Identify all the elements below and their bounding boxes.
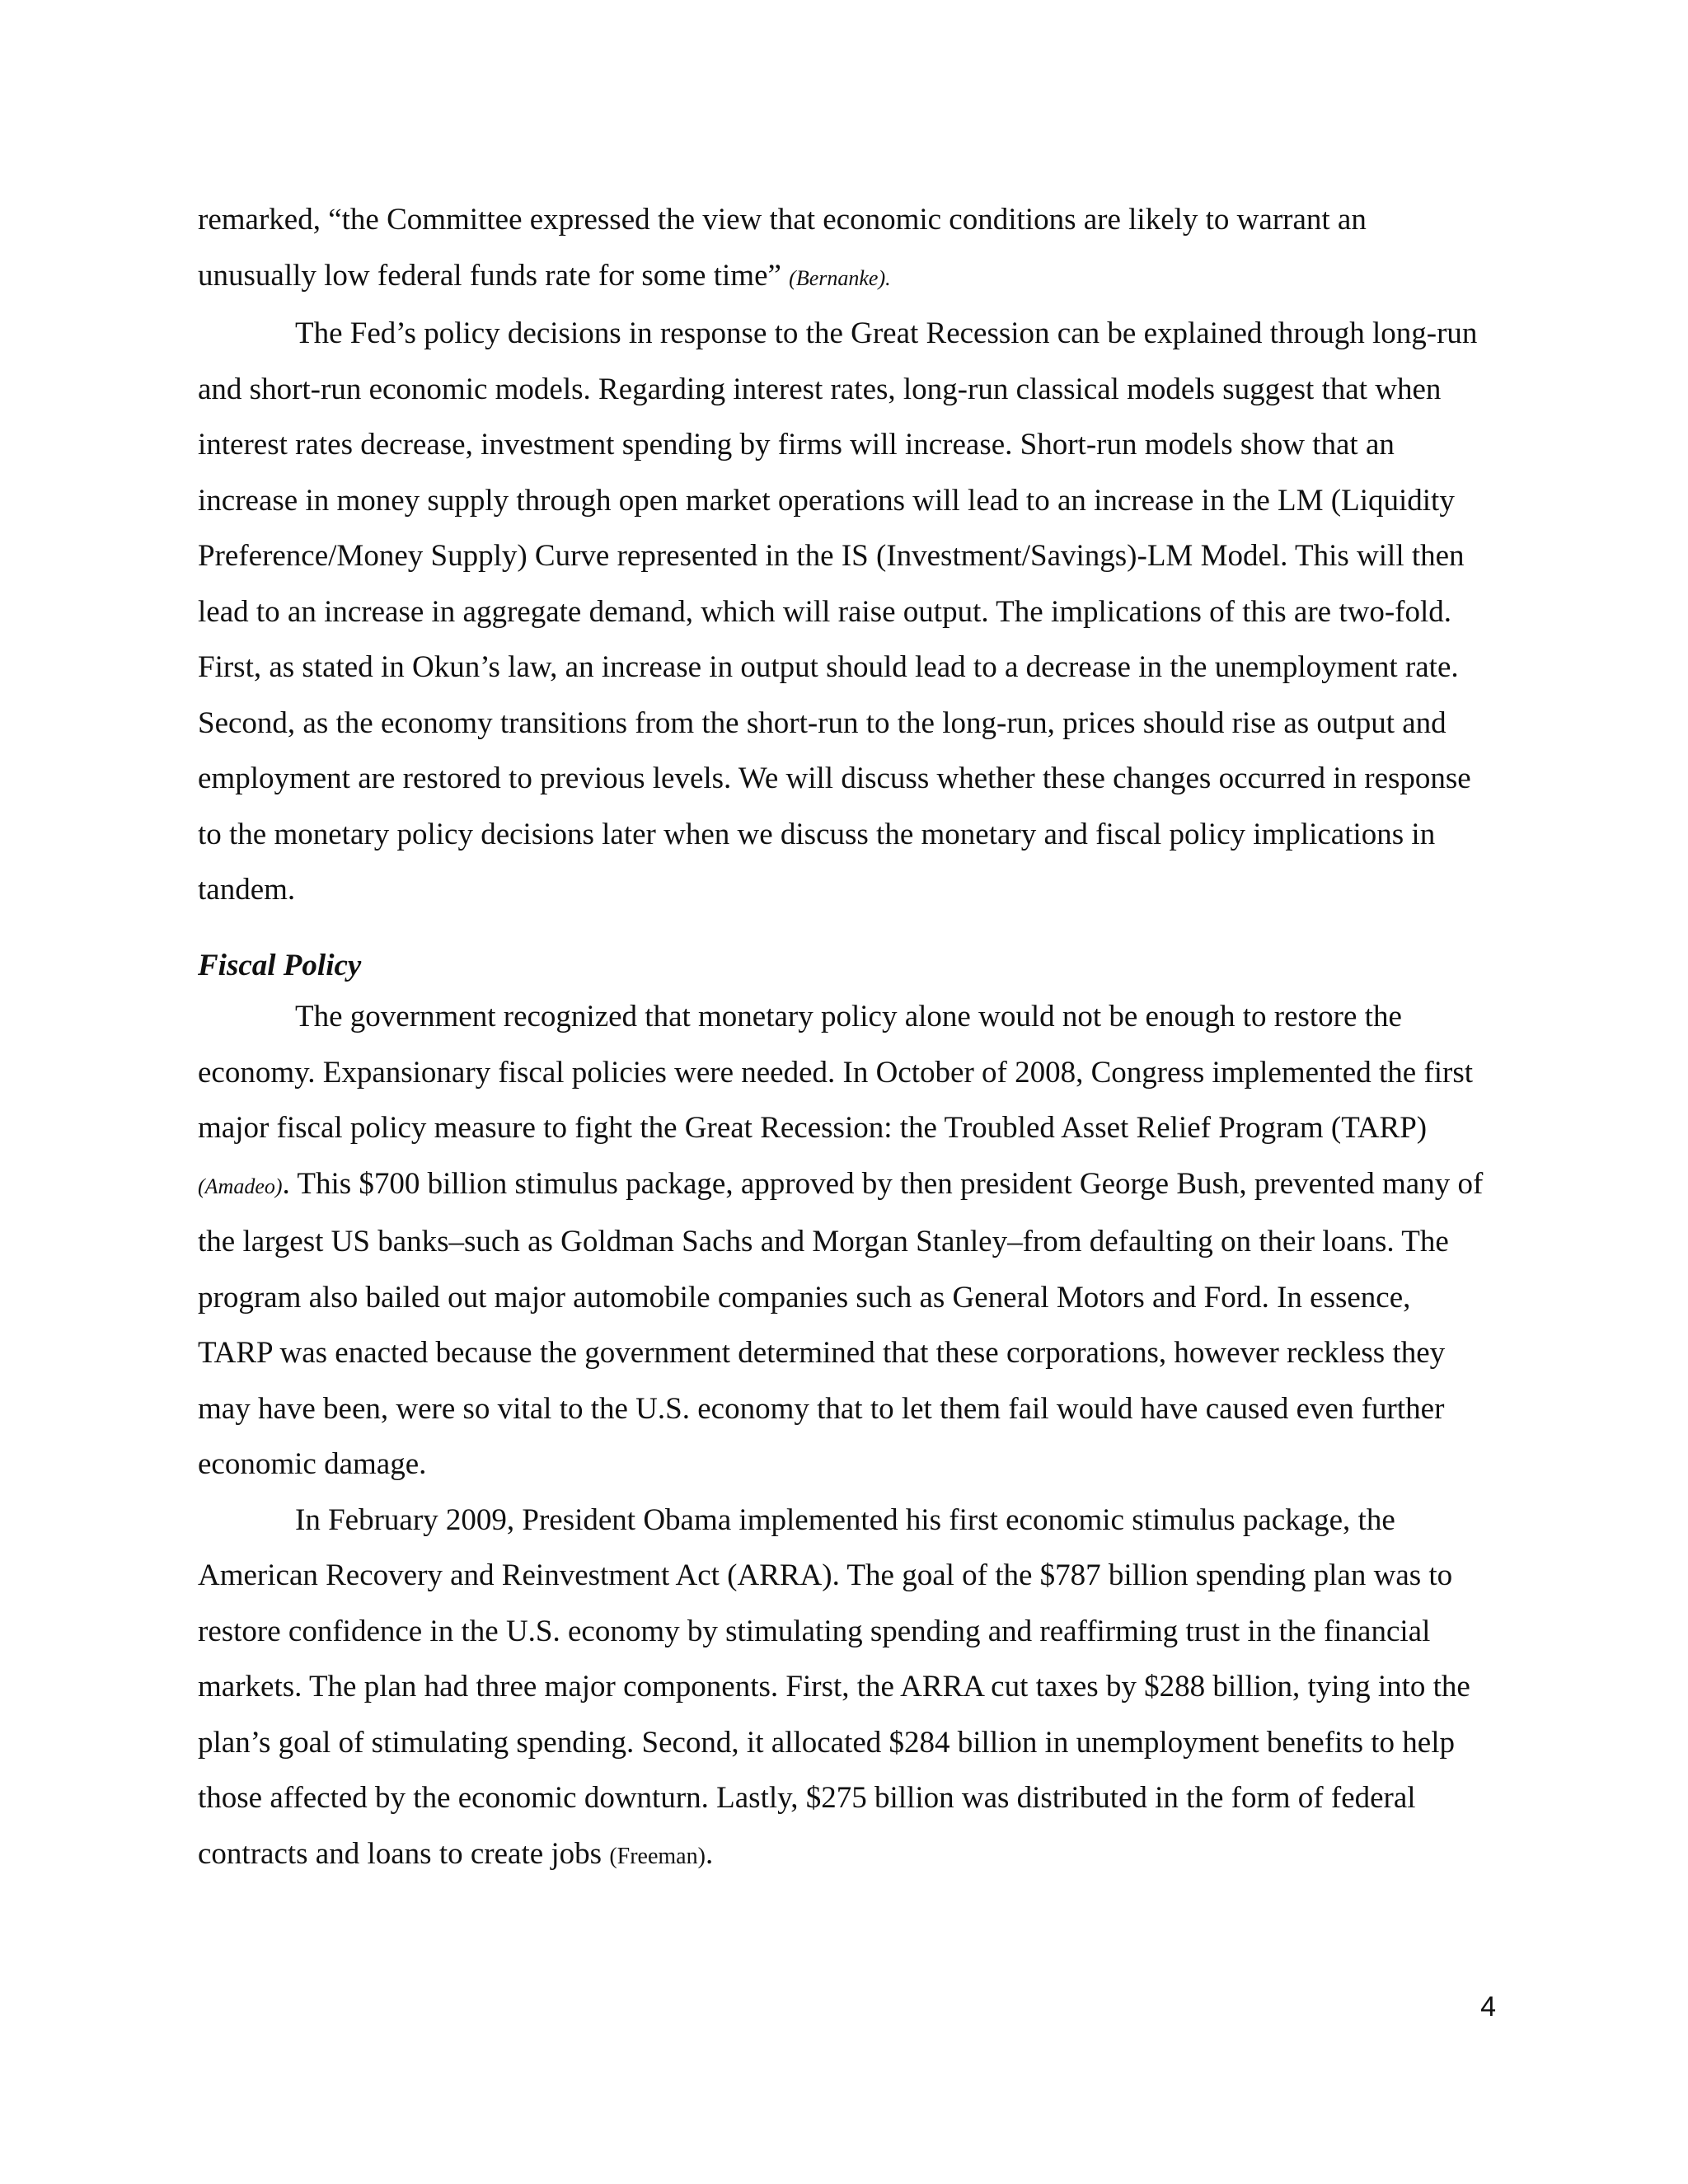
paragraph-text: remarked, “the Committee expressed the view that economic conditions are likely to warrant an unusually low federal funds rate for some time” [198, 203, 1367, 293]
paragraph-text: . This $700 billion stimulus package, approved by then president George Bush, prevented many of the largest US banks–such as Goldman Sachs and Morgan Stanley–from defaulting on their loans. The program also bailed out major automobile companies such as General Motors and Ford. In essence, TARP was enacted because the government determined that these corporations, however reckless they may have been, were so vital to the U.S. economy that to let them fail would have caused even further economic damage. [198, 1166, 1484, 1481]
paragraph-text: The Fed’s policy decisions in response to the Great Recession can be explained through long-run and short-run economic models. Regarding interest rates, long-run classical models suggest that when interest rates decrease, investment spending by firms will increase. Short-run models show that an increase in money supply through open market operations will lead to an increase in the LM (Liquidity Preference/Money Supply) Curve represented in the IS (Investment/Savings)-LM Model. This will then lead to an increase in aggregate demand, which will raise output. The implications of this are two-fold. First, as stated in Okun’s law, an increase in output should lead to a decrease in the unemployment rate. Second, as the economy transitions from the short-run to the long-run, prices should rise as output and employment are restored to previous levels. We will discuss whether these changes occurred in response to the monetary policy decisions later when we discuss the monetary and fiscal policy implications in tandem. [198, 316, 1478, 907]
citation-freeman: (Freeman) [609, 1843, 706, 1869]
body-text-block-bottom [198, 989, 1488, 1884]
page-number: 4 [1480, 1991, 1496, 2022]
paragraph-arra [198, 1493, 1488, 1885]
paragraph-end: . [705, 1836, 714, 1871]
section-heading-fiscal-policy: Fiscal Policy [198, 949, 362, 982]
paragraph-text: In February 2009, President Obama implemented his first economic stimulus package, the American Recovery and Reinvestment Act (ARRA). The goal of the $787 billion spending plan was to restore confidence in the U.S. economy by stimulating spending and reaffirming trust in the financial markets. The plan had three major components. First, the ARRA cut taxes by $288 billion, tying into the plan’s goal of stimulating spending. Second, it allocated $284 billion in unemployment benefits to help those affected by the economic downturn. Lastly, $275 billion was distributed in the form of federal contracts and loans to create jobs [198, 1502, 1470, 1871]
citation-bernanke: (Bernanke). [789, 265, 891, 290]
paragraph-tarp [198, 989, 1488, 1493]
paragraph-continuation [198, 192, 1488, 306]
citation-amadeo: (Amadeo) [198, 1174, 283, 1198]
paragraph-fed-policy [198, 306, 1488, 918]
paragraph-text: The government recognized that monetary policy alone would not be enough to restore the economy. Expansionary fiscal policies were needed. In October of 2008, Congress implemented the first major fiscal policy measure to fight the Great Recession: the Troubled Asset Relief Program (TARP) [198, 1000, 1474, 1145]
body-text-block-top [198, 192, 1488, 918]
